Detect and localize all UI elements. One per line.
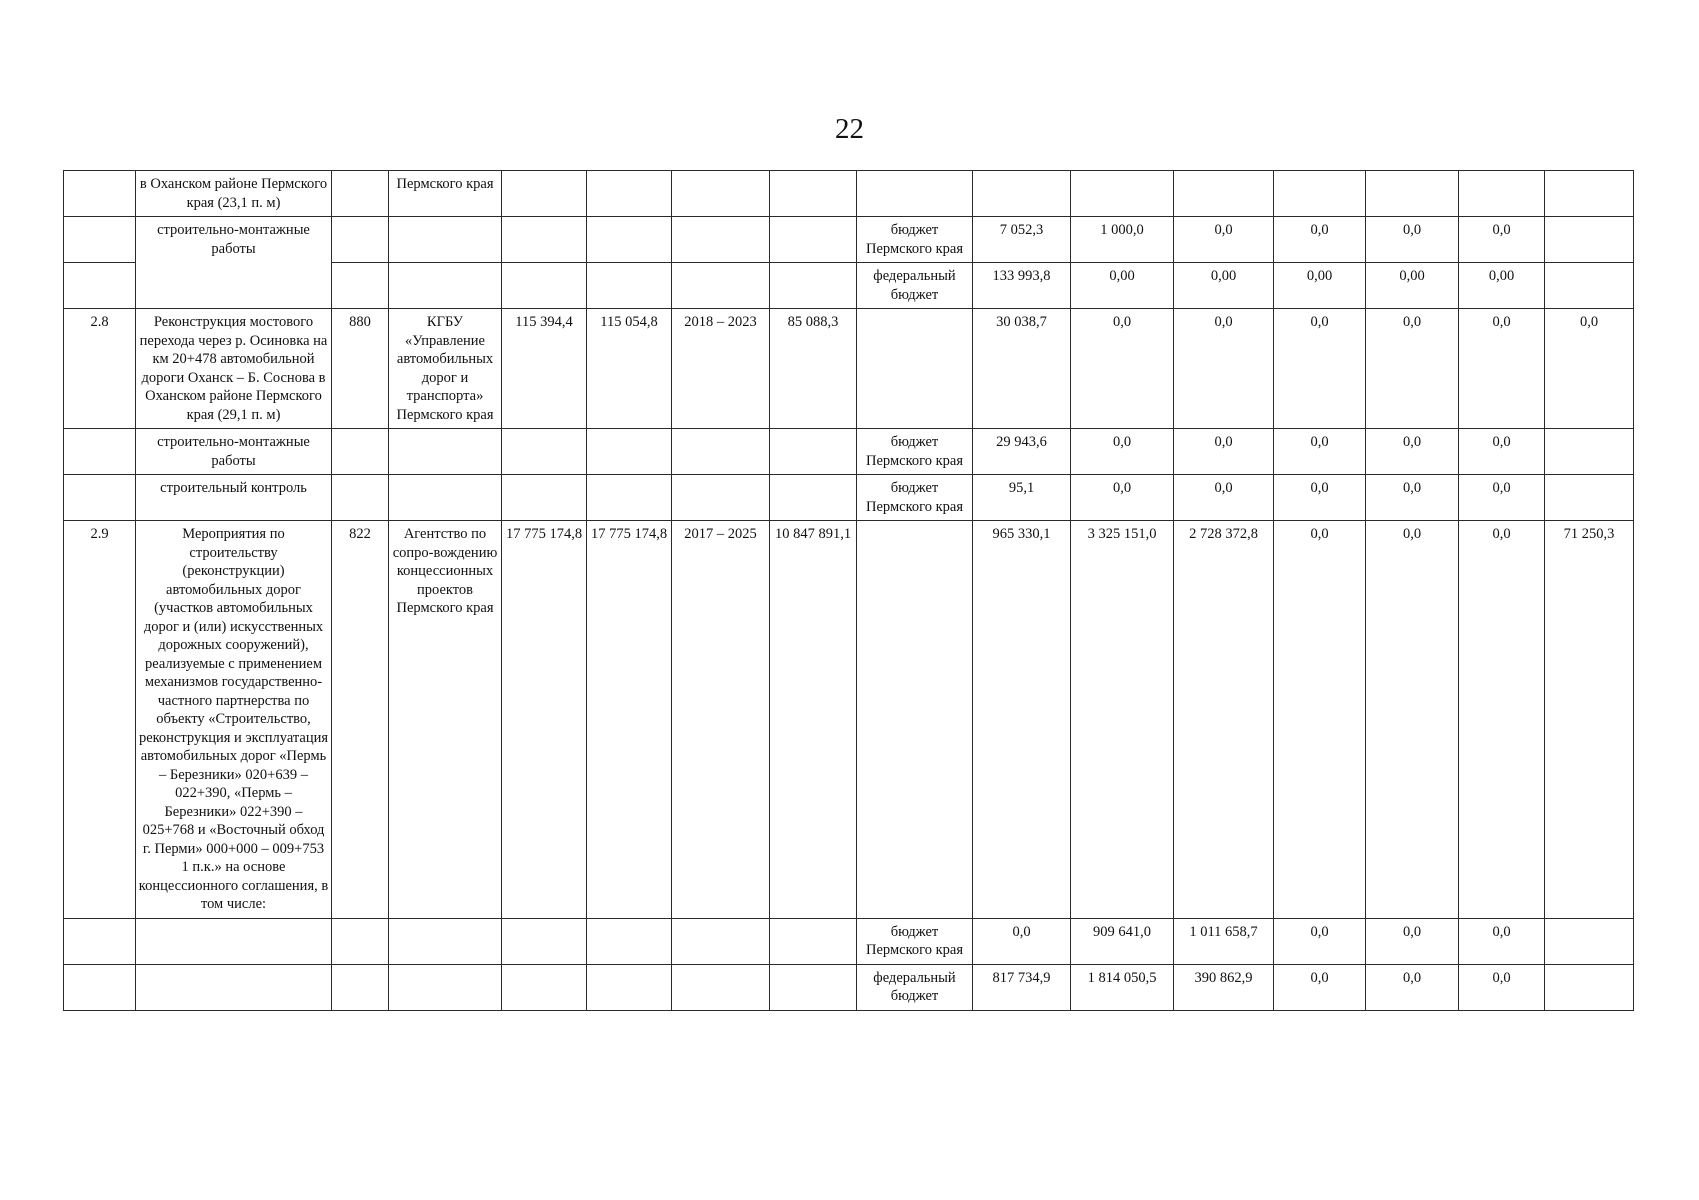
- table-cell: КГБУ «Управление автомобильных дорог и транспорта» Пермского края: [389, 309, 502, 429]
- table-cell: [587, 918, 672, 964]
- table-cell: 1 814 050,5: [1071, 964, 1174, 1010]
- table-cell: 17 775 174,8: [502, 521, 587, 919]
- table-cell: [502, 475, 587, 521]
- table-cell: [587, 171, 672, 217]
- table-cell: [770, 263, 857, 309]
- table-cell: федеральный бюджет: [857, 964, 973, 1010]
- table-cell: [332, 429, 389, 475]
- table-cell: 17 775 174,8: [587, 521, 672, 919]
- table-cell: [389, 263, 502, 309]
- table-cell: [770, 964, 857, 1010]
- table-cell: 0,0: [1274, 429, 1366, 475]
- table-cell: 30 038,7: [973, 309, 1071, 429]
- table-row: [64, 217, 1634, 263]
- table-cell: 7 052,3: [973, 217, 1071, 263]
- table-cell: [136, 964, 332, 1010]
- table-cell: [332, 171, 389, 217]
- table-cell: [389, 217, 502, 263]
- table-cell: [770, 918, 857, 964]
- table-cell: 95,1: [973, 475, 1071, 521]
- table-cell: 0,0: [1545, 309, 1634, 429]
- table-cell: [672, 429, 770, 475]
- table-cell: [64, 964, 136, 1010]
- table-cell: [672, 263, 770, 309]
- table-cell: [672, 217, 770, 263]
- table-cell: 0,0: [973, 918, 1071, 964]
- table-cell: 1 000,0: [1071, 217, 1174, 263]
- table-cell: [64, 171, 136, 217]
- table-cell: [64, 217, 136, 263]
- table-cell: [672, 475, 770, 521]
- table-cell: 0,0: [1274, 475, 1366, 521]
- table-cell: Агентство по сопро-вождению концессионных проектов Пермского края: [389, 521, 502, 919]
- table-cell: [587, 475, 672, 521]
- table-cell: [672, 171, 770, 217]
- table-cell: 0,0: [1366, 918, 1459, 964]
- table-cell: 817 734,9: [973, 964, 1071, 1010]
- table-cell: 0,0: [1459, 217, 1545, 263]
- table-cell: 390 862,9: [1174, 964, 1274, 1010]
- table-cell: 0,0: [1459, 475, 1545, 521]
- table-cell: [1545, 964, 1634, 1010]
- table-cell: 2018 – 2023: [672, 309, 770, 429]
- table-cell: [770, 429, 857, 475]
- table-cell: 0,0: [1459, 918, 1545, 964]
- table-cell: [1071, 171, 1174, 217]
- table-cell: 0,0: [1366, 475, 1459, 521]
- table-cell: [973, 171, 1071, 217]
- table-cell: 0,0: [1274, 964, 1366, 1010]
- table-cell: 85 088,3: [770, 309, 857, 429]
- table-cell: [332, 918, 389, 964]
- table-cell: [502, 263, 587, 309]
- table-cell: [1459, 171, 1545, 217]
- table-cell: [332, 964, 389, 1010]
- table-cell: строительный контроль: [136, 475, 332, 521]
- table-cell: 0,0: [1366, 521, 1459, 919]
- table-cell: [502, 964, 587, 1010]
- budget-table: [63, 170, 1634, 1011]
- table-cell: 0,00: [1366, 263, 1459, 309]
- table-cell: 0,0: [1071, 309, 1174, 429]
- table-cell: бюджет Пермского края: [857, 429, 973, 475]
- table-cell: [502, 171, 587, 217]
- table-cell: 2.8: [64, 309, 136, 429]
- table-row: [64, 964, 1634, 1010]
- table-cell: [1274, 171, 1366, 217]
- table-cell: [332, 475, 389, 521]
- table-cell: [587, 263, 672, 309]
- table-cell: [1545, 475, 1634, 521]
- table-cell: 0,00: [1274, 263, 1366, 309]
- table-cell: [389, 918, 502, 964]
- table-cell: [672, 918, 770, 964]
- table-cell: 29 943,6: [973, 429, 1071, 475]
- table-cell: [502, 217, 587, 263]
- table-cell: бюджет Пермского края: [857, 217, 973, 263]
- table-cell: 0,0: [1366, 217, 1459, 263]
- table-cell: [857, 171, 973, 217]
- table-cell: 0,0: [1459, 309, 1545, 429]
- table-cell: [1545, 263, 1634, 309]
- table-cell: [857, 309, 973, 429]
- table-row: [64, 521, 1634, 919]
- table-cell: [770, 475, 857, 521]
- table-cell: [332, 217, 389, 263]
- table-cell: 10 847 891,1: [770, 521, 857, 919]
- table-cell: [1366, 171, 1459, 217]
- table-cell: федеральный бюджет: [857, 263, 973, 309]
- table-cell: [1545, 171, 1634, 217]
- table-cell: 2017 – 2025: [672, 521, 770, 919]
- table-cell: 0,0: [1071, 429, 1174, 475]
- table-cell: Реконструкция мостового перехода через р. Осиновка на км 20+478 автомобильной дороги Оханск – Б. Соснова в Оханском районе Пермского края (29,1 п. м): [136, 309, 332, 429]
- table-cell: строительно-монтажные работы: [136, 429, 332, 475]
- table-cell: 115 054,8: [587, 309, 672, 429]
- table-cell: 0,0: [1459, 964, 1545, 1010]
- table-cell: [1545, 429, 1634, 475]
- table-cell: 0,0: [1174, 309, 1274, 429]
- table-cell: 822: [332, 521, 389, 919]
- table-cell: [587, 964, 672, 1010]
- table-cell: [502, 429, 587, 475]
- table-cell: [389, 475, 502, 521]
- table-cell: [64, 918, 136, 964]
- table-row: [64, 171, 1634, 217]
- table-cell: [587, 429, 672, 475]
- table-row: [64, 429, 1634, 475]
- table-cell: бюджет Пермского края: [857, 475, 973, 521]
- table-cell: [770, 217, 857, 263]
- table-cell: 133 993,8: [973, 263, 1071, 309]
- table-cell: 0,0: [1274, 309, 1366, 429]
- table-row: [64, 918, 1634, 964]
- table-cell: [389, 964, 502, 1010]
- table-cell: строительно-монтажные работы: [136, 217, 332, 309]
- table-cell: 0,0: [1071, 475, 1174, 521]
- table-cell: [502, 918, 587, 964]
- table-cell: 0,0: [1366, 429, 1459, 475]
- table-cell: 0,0: [1174, 429, 1274, 475]
- table-cell: 0,0: [1174, 217, 1274, 263]
- table-cell: 0,0: [1274, 521, 1366, 919]
- table-cell: [672, 964, 770, 1010]
- table-cell: 0,00: [1174, 263, 1274, 309]
- table-body: [64, 171, 1634, 1011]
- table-cell: [332, 263, 389, 309]
- table-cell: 2 728 372,8: [1174, 521, 1274, 919]
- table-cell: [136, 918, 332, 964]
- table-cell: 0,0: [1174, 475, 1274, 521]
- table-cell: 0,00: [1071, 263, 1174, 309]
- table-cell: 965 330,1: [973, 521, 1071, 919]
- table-cell: [389, 429, 502, 475]
- table-cell: 2.9: [64, 521, 136, 919]
- table-cell: [1174, 171, 1274, 217]
- table-cell: 0,00: [1459, 263, 1545, 309]
- table-cell: бюджет Пермского края: [857, 918, 973, 964]
- table-cell: 0,0: [1459, 521, 1545, 919]
- table-cell: 880: [332, 309, 389, 429]
- table-cell: [64, 475, 136, 521]
- table-cell: 0,0: [1459, 429, 1545, 475]
- table-cell: [770, 171, 857, 217]
- table-row: [64, 309, 1634, 429]
- table-cell: [857, 521, 973, 919]
- table-cell: 909 641,0: [1071, 918, 1174, 964]
- table-cell: 0,0: [1366, 309, 1459, 429]
- table-cell: 0,0: [1274, 217, 1366, 263]
- table-cell: 1 011 658,7: [1174, 918, 1274, 964]
- table-cell: Мероприятия по строительству (реконструкции) автомобильных дорог (участков автомобильных дорог и (или) искусственных дорожных сооружений), реализуемые с применением механизмов государственно-частного партнерства по объекту «Строительство, реконструкция и эксплуатация автомобильных дорог «Пермь – Березники» 020+639 – 022+390, «Пермь – Березники» 022+390 – 025+768 и «Восточный обход г. Перми» 000+000 – 009+753 1 п.к.» на основе концессионного соглашения, в том числе:: [136, 521, 332, 919]
- table-cell: в Оханском районе Пермского края (23,1 п. м): [136, 171, 332, 217]
- table-cell: Пермского края: [389, 171, 502, 217]
- table-cell: [1545, 217, 1634, 263]
- table-row: [64, 475, 1634, 521]
- table-cell: [64, 429, 136, 475]
- table-cell: 3 325 151,0: [1071, 521, 1174, 919]
- table-cell: [587, 217, 672, 263]
- table-cell: 0,0: [1274, 918, 1366, 964]
- table-cell: 71 250,3: [1545, 521, 1634, 919]
- page-number: 22: [835, 113, 864, 145]
- table-cell: 115 394,4: [502, 309, 587, 429]
- table-cell: 0,0: [1366, 964, 1459, 1010]
- table-cell: [64, 263, 136, 309]
- table-cell: [1545, 918, 1634, 964]
